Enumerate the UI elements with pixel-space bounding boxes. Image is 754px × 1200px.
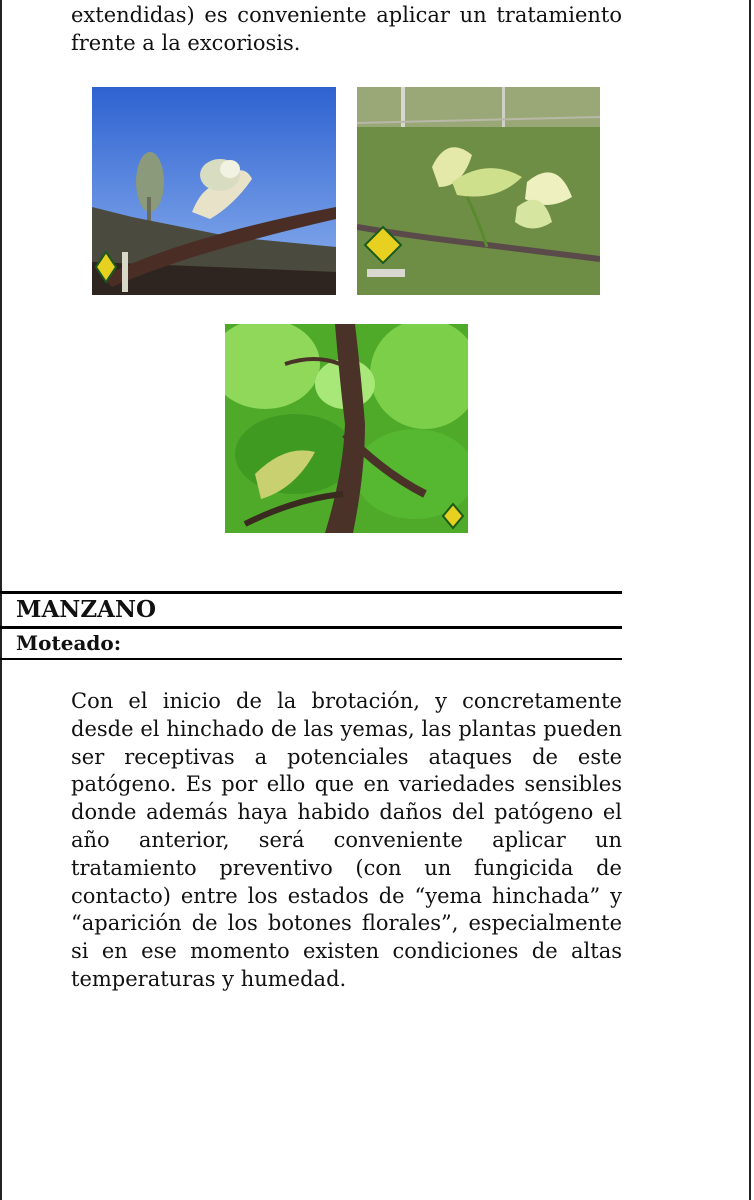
section-middle-rule (0, 626, 622, 629)
section-top-rule (0, 591, 622, 594)
vid-leaves-photo (357, 87, 600, 295)
section-title: MANZANO (16, 596, 157, 623)
section-subtitle: Moteado: (16, 631, 122, 655)
vid-bud-photo (92, 87, 336, 295)
section-bottom-rule (0, 658, 622, 660)
body-paragraph: Con el inicio de la brotación, y concretamente desde el hinchado de las yemas, las plantas pueden ser receptivas a potenciales ataques de este patógeno. Es por ello que en variedades sensibles donde además haya habido daños del patógeno el año anterior, será conveniente aplicar un tratamiento preventivo (con un fungicida de contacto) entre los estados de “yema hinchada” y “aparición de los botones florales”, especialmente si en ese momento existen condiciones de altas temperaturas y humedad. (71, 689, 622, 991)
vid-shoot-photo (225, 324, 468, 533)
intro-paragraph: extendidas) es conveniente aplicar un tratamiento frente a la excoriosis. (71, 3, 622, 55)
